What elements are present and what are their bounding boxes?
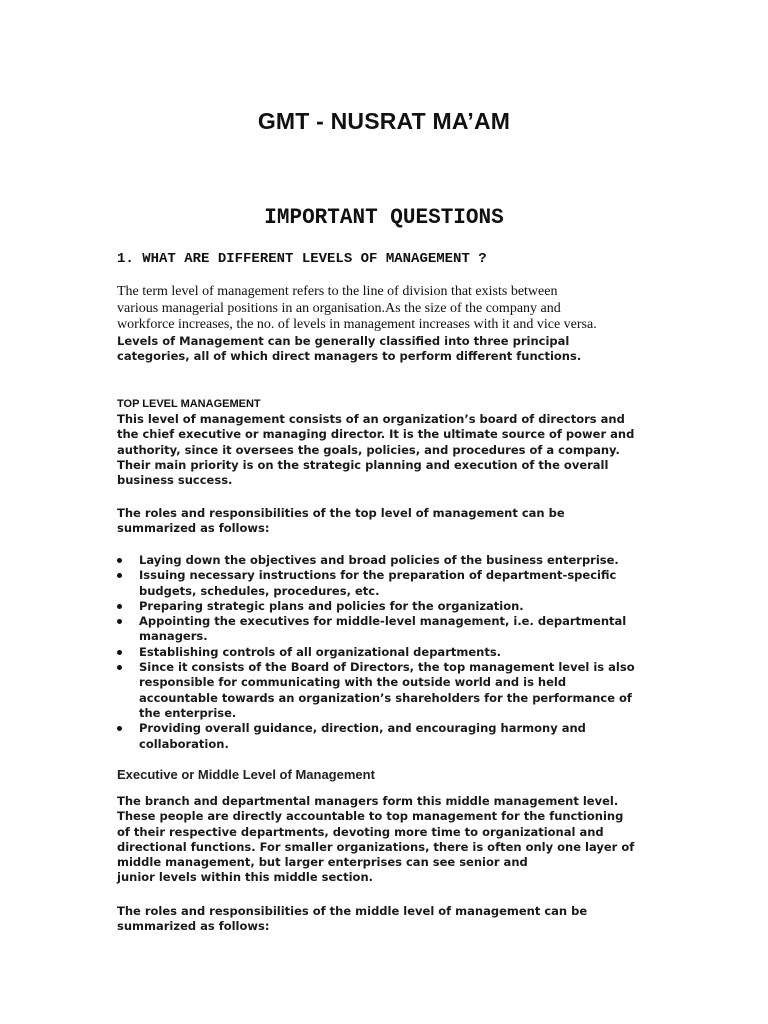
middle-level-description-line: of their respective departments, devoting more time to organizational and [117, 824, 604, 839]
list-item-text: accountable towards an organization’s shareholders for the performance of [139, 690, 632, 705]
list-item-text: Establishing controls of all organizational departments. [139, 644, 502, 659]
list-item-text: Providing overall guidance, direction, and encouraging harmony and [139, 721, 586, 736]
bullet-icon [117, 558, 122, 563]
top-level-roles-intro [117, 506, 565, 537]
top-level-description-line: business success. [117, 473, 233, 488]
intro-line: workforce increases, the no. of levels in management increases with it and vice versa. [117, 317, 597, 332]
middle-level-description-line: directional functions. For smaller organizations, there is often only one layer of [117, 839, 635, 854]
list-item-text: Since it consists of the Board of Directors, the top management level is also [139, 660, 635, 675]
list-item-text: Issuing necessary instructions for the preparation of department-specific [139, 568, 617, 583]
levels-summary [117, 334, 581, 365]
list-item-text: Preparing strategic plans and policies for the organization. [139, 598, 524, 613]
middle-level-roles-intro-line: The roles and responsibilities of the middle level of management can be [117, 904, 588, 918]
document-title: GMT - NUSRAT MA’AM [257, 108, 511, 134]
list-item [117, 614, 635, 645]
list-item [117, 660, 635, 721]
top-level-heading: TOP LEVEL MANAGEMENT [117, 398, 261, 410]
list-item-text: Appointing the executives for middle-level management, i.e. departmental [139, 614, 627, 629]
middle-level-description-line: The branch and departmental managers form this middle management level. [117, 794, 619, 808]
list-item-text: Laying down the objectives and broad policies of the business enterprise. [139, 553, 619, 567]
middle-level-heading: Executive or Middle Level of Management [117, 767, 375, 782]
list-item [117, 721, 635, 752]
bullet-icon [117, 726, 122, 731]
middle-level-roles-intro [117, 904, 587, 935]
bullet-icon [117, 619, 122, 624]
list-item-text: managers. [139, 629, 208, 644]
middle-level-description-line: These people are directly accountable to top management for the functioning [117, 809, 624, 824]
top-level-description-line: authority, since it oversees the goals, policies, and procedures of a company. [117, 442, 620, 457]
levels-summary-line: Levels of Management can be generally classified into three principal [117, 334, 570, 348]
list-item [117, 599, 635, 614]
list-item [117, 645, 635, 660]
bullet-icon [117, 573, 122, 578]
middle-level-description [117, 794, 634, 886]
top-level-description-line: the chief executive or managing director. It is the ultimate source of power and [117, 427, 635, 442]
middle-level-roles-intro-line: summarized as follows: [117, 919, 270, 934]
intro-line: various managerial positions in an organisation.As the size of the company and [117, 300, 561, 316]
list-item [117, 568, 635, 599]
levels-summary-line: categories, all of which direct managers to perform different functions. [117, 349, 582, 364]
top-level-roles-intro-line: summarized as follows: [117, 521, 270, 536]
top-level-description [117, 412, 634, 488]
top-level-roles-list [117, 553, 635, 752]
middle-level-description-line: junior levels within this middle section. [117, 870, 374, 885]
middle-level-description-line: middle management, but larger enterprises can see senior and [117, 855, 528, 870]
bullet-icon [117, 604, 122, 609]
top-level-roles-intro-line: The roles and responsibilities of the top level of management can be [117, 506, 565, 520]
question-heading: 1. WHAT ARE DIFFERENT LEVELS OF MANAGEMENT ? [117, 251, 487, 267]
list-item [117, 553, 635, 568]
document-subtitle: IMPORTANT QUESTIONS [264, 206, 504, 231]
intro-paragraph [117, 284, 657, 334]
list-item-text: collaboration. [139, 736, 229, 751]
bullet-icon [117, 665, 122, 670]
intro-line: The term level of management refers to the line of division that exists between [117, 284, 558, 299]
list-item-text: responsible for communicating with the outside world and is held [139, 675, 567, 690]
bullet-icon [117, 650, 122, 655]
top-level-description-line: Their main priority is on the strategic planning and execution of the overall [117, 457, 609, 472]
list-item-text: budgets, schedules, procedures, etc. [139, 583, 380, 598]
list-item-text: the enterprise. [139, 705, 237, 720]
top-level-description-line: This level of management consists of an organization’s board of directors and [117, 412, 625, 426]
